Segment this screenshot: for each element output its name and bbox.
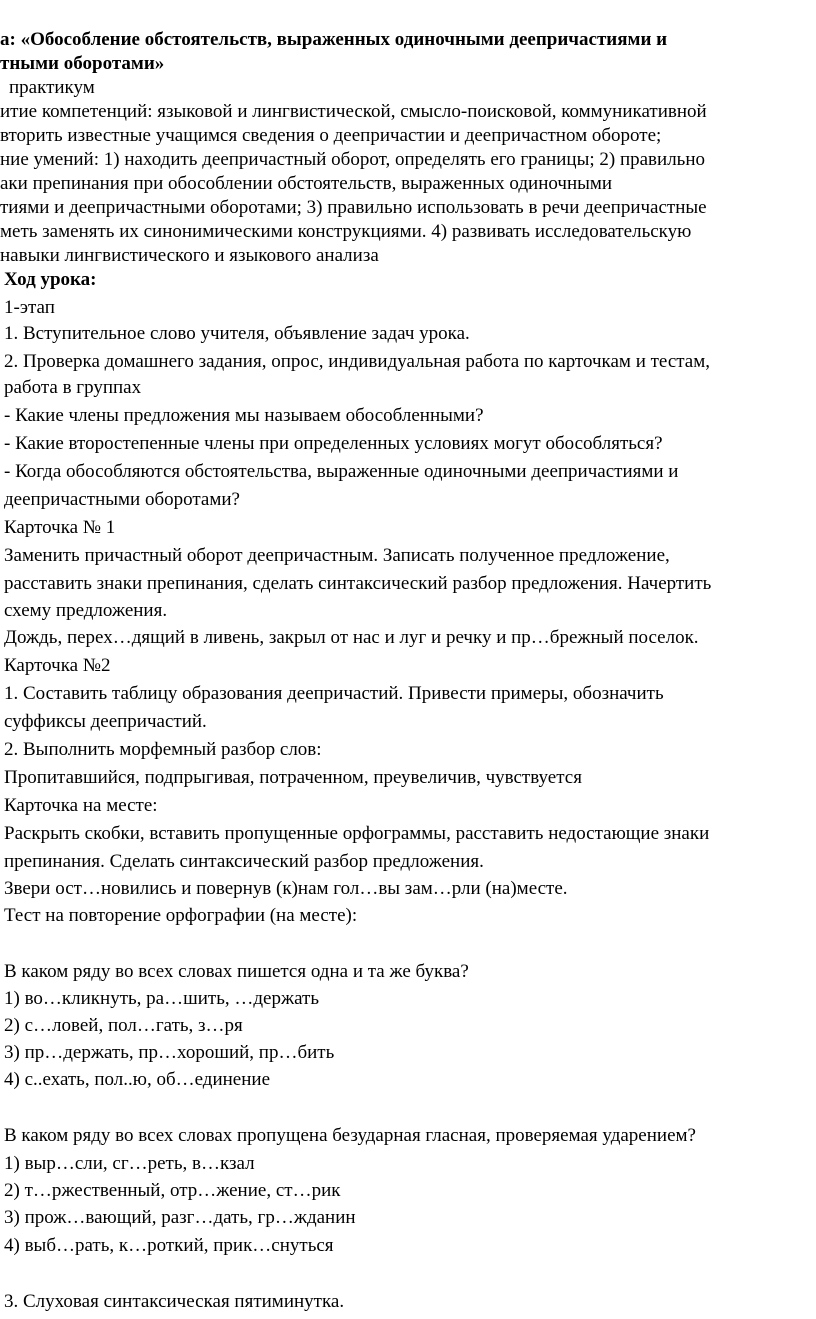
card-1-sentence: Дождь, перех…дящий в ливень, закрыл от нас и луг и речку и пр…брежный поселок. — [4, 627, 699, 648]
test-q2-opt-4: 4) выб…рать, к…роткий, прик…снуться — [4, 1235, 334, 1256]
card-3-task-1: Раскрыть скобки, вставить пропущенные орфограммы, расставить недостающие знаки — [4, 823, 710, 844]
question-2: - Какие второстепенные члены при определенных условиях могут обособляться? — [4, 433, 663, 454]
goal-line-1: итие компетенций: языковой и лингвистической, смысло-поисковой, коммуникативной — [0, 101, 707, 122]
card-3-sentence: Звери ост…новились и повернув (к)нам гол…вы зам…рли (на)месте. — [4, 878, 568, 899]
question-1: - Какие члены предложения мы называем обособленными? — [4, 405, 484, 426]
card-2-task-2: 2. Выполнить морфемный разбор слов: — [4, 739, 322, 760]
step-2-cont: работа в группах — [4, 377, 142, 398]
goal-line-6: меть заменять их синонимическими конструкциями. 4) развивать исследовательскую — [0, 221, 692, 242]
goal-line-2: вторить известные учащимся сведения о деепричастии и деепричастном обороте; — [0, 125, 662, 146]
step-3: 3. Слуховая синтаксическая пятиминутка. — [4, 1291, 345, 1312]
test-title: Тест на повторение орфографии (на месте): — [4, 905, 358, 926]
test-q2: В каком ряду во всех словах пропущена безударная гласная, проверяемая ударением? — [4, 1125, 696, 1146]
card-3-task-2: препинания. Сделать синтаксический разбор предложения. — [4, 851, 484, 872]
lesson-heading: Ход урока: — [4, 269, 97, 290]
test-q1-opt-1: 1) во…кликнуть, ра…шить, …держать — [4, 988, 320, 1009]
goal-line-7: навыки лингвистического и языкового анализа — [0, 245, 379, 266]
lesson-type: практикум — [9, 77, 95, 98]
test-q2-opt-2: 2) т…ржественный, отр…жение, ст…рик — [4, 1180, 341, 1201]
step-2: 2. Проверка домашнего задания, опрос, индивидуальная работа по карточкам и тестам, — [4, 351, 711, 372]
test-q1-opt-4: 4) с..ехать, пол..ю, об…единение — [4, 1069, 270, 1090]
card-2-words: Пропитавшийся, подпрыгивая, потраченном, преувеличив, чувствуется — [4, 767, 582, 788]
title-line-1: а: «Обособление обстоятельств, выраженных одиночными деепричастиями и — [0, 29, 668, 50]
test-q1-opt-2: 2) с…ловей, пол…гать, з…ря — [4, 1015, 243, 1036]
goal-line-3: ние умений: 1) находить деепричастный оборот, определять его границы; 2) правильно — [0, 149, 706, 170]
step-1: 1. Вступительное слово учителя, объявление задач урока. — [4, 323, 470, 344]
card-2-task-1-cont: суффиксы деепричастий. — [4, 711, 207, 732]
card-1-task-2: расставить знаки препинания, сделать синтаксический разбор предложения. Начертить — [4, 573, 712, 594]
card-1-title: Карточка № 1 — [4, 517, 116, 538]
card-1-task-1: Заменить причастный оборот деепричастным. Записать полученное предложение, — [4, 545, 670, 566]
question-3: - Когда обособляются обстоятельства, выраженные одиночными деепричастиями и — [4, 461, 679, 482]
card-3-title: Карточка на месте: — [4, 795, 158, 816]
goal-line-5: тиями и деепричастными оборотами; 3) правильно использовать в речи деепричастные — [0, 197, 707, 218]
test-q1: В каком ряду во всех словах пишется одна и та же буква? — [4, 961, 469, 982]
test-q2-opt-1: 1) выр…сли, сг…реть, в…кзал — [4, 1153, 255, 1174]
card-2-title: Карточка №2 — [4, 655, 111, 676]
card-2-task-1: 1. Составить таблицу образования деепричастий. Привести примеры, обозначить — [4, 683, 664, 704]
title-line-2: тными оборотами» — [0, 53, 165, 74]
goal-line-4: аки препинания при обособлении обстоятельств, выраженных одиночными — [0, 173, 613, 194]
question-3-cont: деепричастными оборотами? — [4, 489, 240, 510]
test-q2-opt-3: 3) прож…вающий, разг…дать, гр…жданин — [4, 1207, 356, 1228]
card-1-task-3: схему предложения. — [4, 600, 168, 621]
test-q1-opt-3: 3) пр…держать, пр…хороший, пр…бить — [4, 1042, 335, 1063]
stage-label: 1-этап — [4, 297, 55, 318]
